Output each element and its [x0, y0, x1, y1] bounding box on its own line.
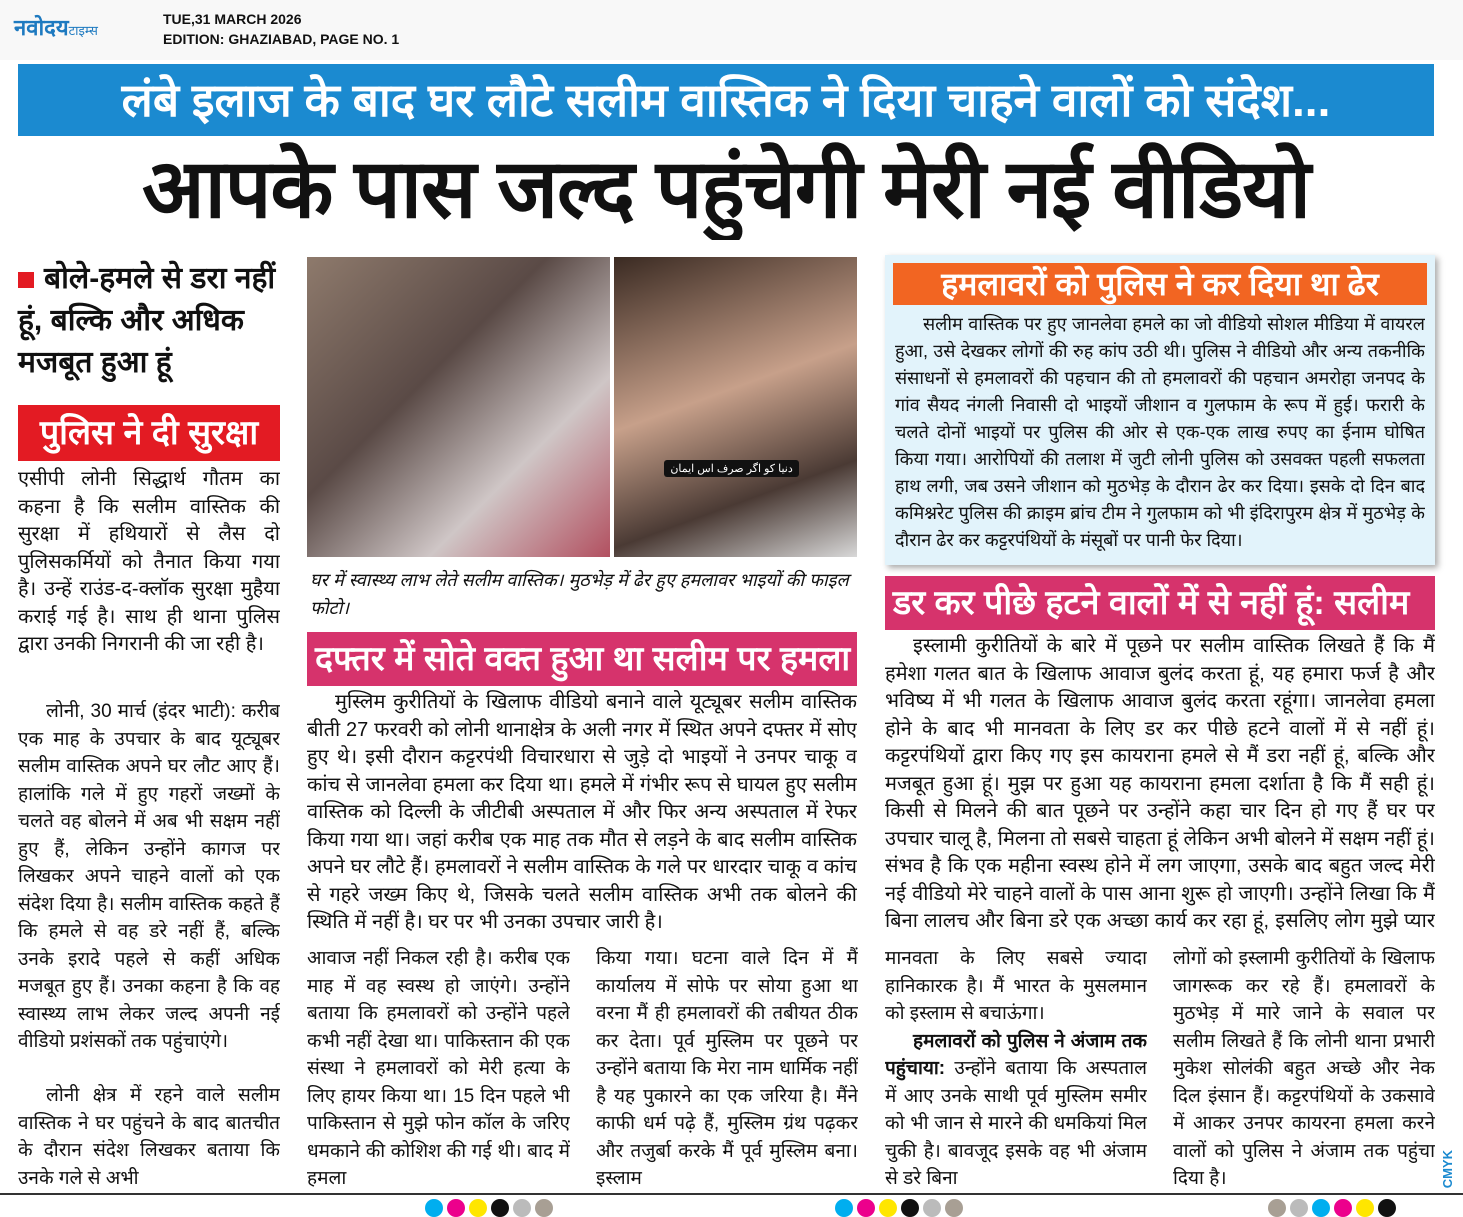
- kicker-text: बोले-हमले से डरा नहीं हूं, बल्कि और अधिक मजबूत हुआ हूं: [18, 262, 276, 379]
- not-afraid-heading: डर कर पीछे हटने वालों में से नहीं हूं: सलीम: [885, 576, 1435, 630]
- newspaper-logo[interactable]: [14, 12, 98, 42]
- news-photo[interactable]: [307, 257, 857, 557]
- story-paragraph-1: लोनी, 30 मार्च (इंदर भाटी): करीब एक माह के उपचार के बाद यूट्यूबर सलीम वास्तिक अपने घर लौट आए हैं। हालांकि गले में हुए गहरों जख्मों के चलते वह बोलने में अब भी सक्षम नहीं हुए हैं, लेकिन उन्होंने कागज पर लिखकर अपने चाहने वालों को एक संदेश दिया है। सलीम वास्तिक कहते हैं कि हमले से वह डरे नहीं हैं, बल्कि उनके इरादे पहले से कहीं अधिक मजबूत हुए हैं। उनका कहना है कि वह स्वास्थ्य लाभ लेकर जल्द अपनी नई वीडियो प्रशंसकों तक पहुंचाएंगे।: [18, 701, 280, 1052]
- police-box-text: सलीम वास्तिक पर हुए जानलेवा हमले का जो वीडियो सोशल मीडिया में वायरल हुआ, उसे देखकर लोगों की रुह कांप उठी थी। पुलिस ने वीडियो और अन्य तकनीकि संसाधनों से हमलावरों की पहचान की तो हमलावरों की पहचान अमरोहा जनपद के गांव सैयद नंगली निवासी दो भाइयों जीशान व गुलफाम के रूप में हुई। फरारी के चलते दोनों भाइयों पर पुलिस की ओर से एक-एक लाख रुपए का ईनाम घोषित किया गया। आरोपियों की तलाश में जुटी लोनी पुलिस को उसवक्त पहली सफलता हाथ लगी, जब उसने जीशान को मुठभेड़ के दौरान ढेर कर दिया। इसके दो दिन बाद कमिश्नरेट पुलिस की क्राइम ब्रांच टीम ने गुलफाम को भी इंदिरापुरम क्षेत्र में मुठभेड़ के दौरान ढेर कर कट्टरपंथियों के मंसूबों पर पानी फेर दिया।: [895, 314, 1425, 550]
- logo-sub: टाइम्स: [68, 23, 98, 38]
- police-box: [885, 255, 1435, 565]
- bottom-rule: [0, 1193, 1463, 1195]
- security-heading: पुलिस ने दी सुरक्षा: [18, 405, 280, 461]
- photo-overlay-text: دنیا کو اگر صرف اس ایمان: [664, 460, 798, 477]
- police-box-heading: हमलावरों को पुलिस ने कर दिया था ढेर: [893, 263, 1427, 305]
- attack-text: मुस्लिम कुरीतियों के खिलाफ वीडियो बनाने वाले यूट्यूबर सलीम वास्तिक बीती 27 फरवरी को लोनी थानाक्षेत्र के अली नगर में स्थित अपने दफ्तर में सोए हुए थे। इसी दौरान कट्टरपंथी विचारधारा से जुड़े दो भाइयों ने उनपर चाकू व कांच से जानलेवा हमला कर दिया था। हमले में गंभीर रूप से घायल हुए सलीम वास्तिक को दिल्ली के जीटीबी अस्पताल में और फिर अन्य अस्पताल में रेफर किया गया था। जहां करीब एक माह तक मौत से लड़ने के बाद सलीम वास्तिक अपने घर लौटे हैं। हमलावरों ने सलीम वास्तिक के गले पर धारदार चाकू व कांच से गहरे जख्म किए थे, जिसके चलते सलीम वास्तिक अभी तक बोलने की स्थिति में नहीं है। घर पर भी उनका उपचार जारी है।: [307, 691, 857, 933]
- photo-attackers: [614, 257, 857, 557]
- edition-info: [163, 9, 399, 49]
- logo-main: नवोदय: [14, 15, 69, 40]
- col4-text-a: मानवता के लिए सबसे ज्यादा हानिकारक है। मैं भारत के मुसलमान को इस्लाम से बचाऊंगा।: [885, 948, 1147, 1024]
- red-square-icon: [18, 272, 34, 288]
- registration-dots-middle: [835, 1199, 963, 1217]
- attack-heading: दफ्तर में सोते वक्त हुआ था सलीम पर हमला: [307, 632, 857, 686]
- bottom-col-3: किया गया। घटना वाले दिन में मैं कार्यालय में सोफे पर सोया हुआ था वरना मैं ही हमलावरों की तबीयत ठीक कर देता। पूर्व मुस्लिम पर पूछने पर उन्होंने बताया कि मेरा नाम धार्मिक नहीं है यह पुकारने का एक जरिया है। मैंने काफी धर्म पढ़े हैं, मुस्लिम ग्रंथ पढ़कर और तजुर्बा करके मैं पूर्व मुस्लिम बना। इस्लाम: [596, 948, 858, 1189]
- registration-dots-right: [1268, 1199, 1396, 1217]
- photo-caption: घर में स्वास्थ्य लाभ लेते सलीम वास्तिक। मुठभेड़ में ढेर हुए हमलावर भाइयों की फाइल फोटो।: [310, 570, 849, 618]
- registration-dots-left: [425, 1199, 553, 1217]
- not-afraid-text: इस्लामी कुरीतियों के बारे में पूछने पर सलीम वास्तिक लिखते हैं कि मैं हमेशा गलत बात के खिलाफ आवाज बुलंद करता हूं, यह हमारा फर्ज है और भविष्य में भी गलत के खिलाफ आवाज बुलंद करता रहूंगा। जानलेवा हमला होने के बाद भी मानवता के लिए डर कर पीछे हटने वालों में से नहीं हूं। कट्टरपंथियों द्वारा किए गए इस कायराना हमले से मैं डरा नहीं हूं, बल्कि और मजबूत हुआ हूं। मुझ पर हुआ यह कायराना हमला दर्शाता है कि मैं सही हूं। किसी से मिलने की बात पूछने पर उन्होंने कहा चार दिन हो गए हैं घर पर उपचार चालू है, मिलना तो सबसे चाहता हूं लेकिन अभी बोलने में सक्षम नहीं हूं। संभव है कि एक महीना स्वस्थ होने में लग जाएगा, उसके बाद बहुत जल्द मेरी नई वीडियो मेरे चाहने वालों के पास आना शुरू हो जाएगी। उन्होंने लिखा कि मैं बिना लालच और बिना डरे एक अच्छा कार्य कर रहा हूं, इसलिए लोग मुझे प्यार: [885, 635, 1435, 932]
- top-banner: लंबे इलाज के बाद घर लौटे सलीम वास्तिक ने दिया चाहने वालों को संदेश...: [18, 64, 1434, 136]
- bottom-col-4: [885, 945, 1147, 1193]
- bottom-col-5: लोगों को इस्लामी कुरीतियों के खिलाफ जागरूक कर रहे हैं। हमलावरों के मुठभेड़ में मारे जाने के सवाल पर सलीम लिखते हैं कि लोनी थाना प्रभारी मुकेश सोलंकी बहुत अच्छे और नेक दिल इंसान हैं। कट्टरपंथियों के उकसावे में आकर उनपर कायरना हमला करने वालों को पुलिस ने अंजाम तक पहुंचा दिया है।: [1173, 948, 1435, 1189]
- kicker: [18, 258, 280, 384]
- issue-date: TUE,31 MARCH 2026: [163, 11, 302, 27]
- col4-text-b: उन्होंने बताया कि अस्पताल में आए उनके साथी पूर्व मुस्लिम समीर को भी जान से मारने की धमकियां मिल चुकी है। बावजूद इसके वह भी अंजाम से डरे बिना: [885, 1058, 1147, 1189]
- story-paragraph-2: लोनी क्षेत्र में रहने वाले सलीम वास्तिक ने घर पहुंचने के बाद बातचीत के दौरान संदेश लिखकर बताया कि उनके गले से अभी: [18, 1085, 280, 1189]
- masthead-bar: [0, 0, 1463, 60]
- edition-page: EDITION: GHAZIABAD, PAGE NO. 1: [163, 31, 400, 47]
- photo-saleem-home: [307, 257, 610, 557]
- main-headline: आपके पास जल्द पहुंचेगी मेरी नई वीडियो: [142, 144, 1310, 235]
- col4-subhead: हमलावरों को पुलिस ने अंजाम तक पहुंचाया:: [885, 1030, 1147, 1079]
- cmyk-mark: CMYK: [1440, 1150, 1455, 1189]
- security-text: एसीपी लोनी सिद्धार्थ गौतम का कहना है कि सलीम वास्तिक की सुरक्षा में हथियारों से लैस दो पुलिसकर्मियों को तैनात किया गया है। उन्हें राउंड-द-क्लॉक सुरक्षा मुहैया कराई गई है। साथ ही थाना पुलिस द्वारा उनकी निगरानी की जा रही है।: [18, 468, 280, 655]
- bottom-col-2: आवाज नहीं निकल रही है। करीब एक माह में वह स्वस्थ हो जाएंगे। उन्होंने बताया कि हमलावरों को उन्होंने पहले कभी नहीं देखा था। पाकिस्तान की एक संस्था ने हमलावरों को मेरी हत्या के लिए हायर किया था। 15 दिन पहले भी पाकिस्तान से मुझे फोन कॉल के जरिए धमकाने की कोशिश की गई थी। बाद में हमला: [307, 948, 570, 1189]
